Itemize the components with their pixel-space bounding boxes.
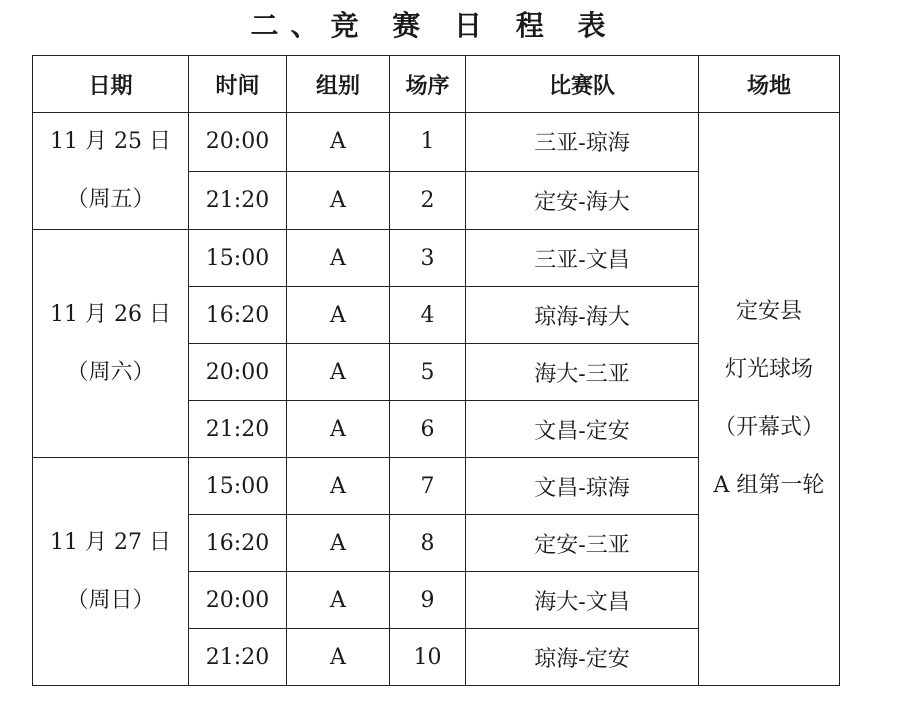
- weekday-label: （周五）: [66, 187, 155, 212]
- time-cell: 16:20: [189, 515, 287, 572]
- order-cell: 6: [390, 401, 466, 458]
- page-title: 二、竞 赛 日 程 表: [250, 9, 618, 42]
- venue-cell: [699, 113, 840, 686]
- group-cell: A: [287, 629, 390, 686]
- header-group: 组别: [287, 56, 390, 113]
- group-cell: A: [287, 515, 390, 572]
- teams-cell: 三亚-琼海: [466, 113, 699, 172]
- header-order: 场序: [390, 56, 466, 113]
- time-cell: 20:00: [189, 572, 287, 629]
- time-cell: 21:20: [189, 171, 287, 230]
- teams-cell: 定安-海大: [466, 171, 699, 230]
- order-cell: 8: [390, 515, 466, 572]
- group-cell: A: [287, 344, 390, 401]
- teams-cell: 定安-三亚: [466, 515, 699, 572]
- group-cell: A: [287, 287, 390, 344]
- group-cell: A: [287, 171, 390, 230]
- schedule-table: [32, 55, 840, 686]
- order-cell: 4: [390, 287, 466, 344]
- venue-line: （开幕式）: [713, 415, 824, 440]
- date-label: 11 月 27 日: [50, 529, 171, 555]
- group-cell: A: [287, 230, 390, 287]
- date-cell: [33, 230, 189, 458]
- time-cell: 20:00: [189, 344, 287, 401]
- header-time: 时间: [189, 56, 287, 113]
- teams-cell: 海大-三亚: [466, 344, 699, 401]
- date-label: 11 月 25 日: [50, 129, 171, 154]
- order-cell: 10: [390, 629, 466, 686]
- group-cell: A: [287, 113, 390, 172]
- venue-line: 灯光球场: [724, 357, 813, 382]
- order-cell: 1: [390, 113, 466, 172]
- teams-cell: 海大-文昌: [466, 572, 699, 629]
- teams-cell: 文昌-定安: [466, 401, 699, 458]
- time-cell: 21:20: [189, 401, 287, 458]
- teams-cell: 三亚-文昌: [466, 230, 699, 287]
- time-cell: 16:20: [189, 287, 287, 344]
- time-cell: 15:00: [189, 230, 287, 287]
- order-cell: 9: [390, 572, 466, 629]
- time-cell: 21:20: [189, 629, 287, 686]
- header-venue: 场地: [699, 56, 840, 113]
- date-cell: [33, 113, 189, 230]
- teams-cell: 文昌-琼海: [466, 458, 699, 515]
- venue-line: A 组第一轮: [713, 473, 825, 498]
- header-row: [33, 56, 840, 113]
- time-cell: 20:00: [189, 113, 287, 172]
- group-cell: A: [287, 458, 390, 515]
- group-cell: A: [287, 401, 390, 458]
- order-cell: 5: [390, 344, 466, 401]
- date-label: 11 月 26 日: [50, 301, 171, 327]
- order-cell: 2: [390, 171, 466, 230]
- header-date: 日期: [33, 56, 189, 113]
- teams-cell: 琼海-定安: [466, 629, 699, 686]
- order-cell: 3: [390, 230, 466, 287]
- teams-cell: 琼海-海大: [466, 287, 699, 344]
- venue-line: 定安县: [735, 299, 802, 324]
- header-teams: 比赛队: [466, 56, 699, 113]
- group-cell: A: [287, 572, 390, 629]
- weekday-label: （周六）: [66, 359, 155, 385]
- order-cell: 7: [390, 458, 466, 515]
- date-cell: [33, 458, 189, 686]
- weekday-label: （周日）: [66, 587, 155, 613]
- table-row: [33, 113, 840, 172]
- time-cell: 15:00: [189, 458, 287, 515]
